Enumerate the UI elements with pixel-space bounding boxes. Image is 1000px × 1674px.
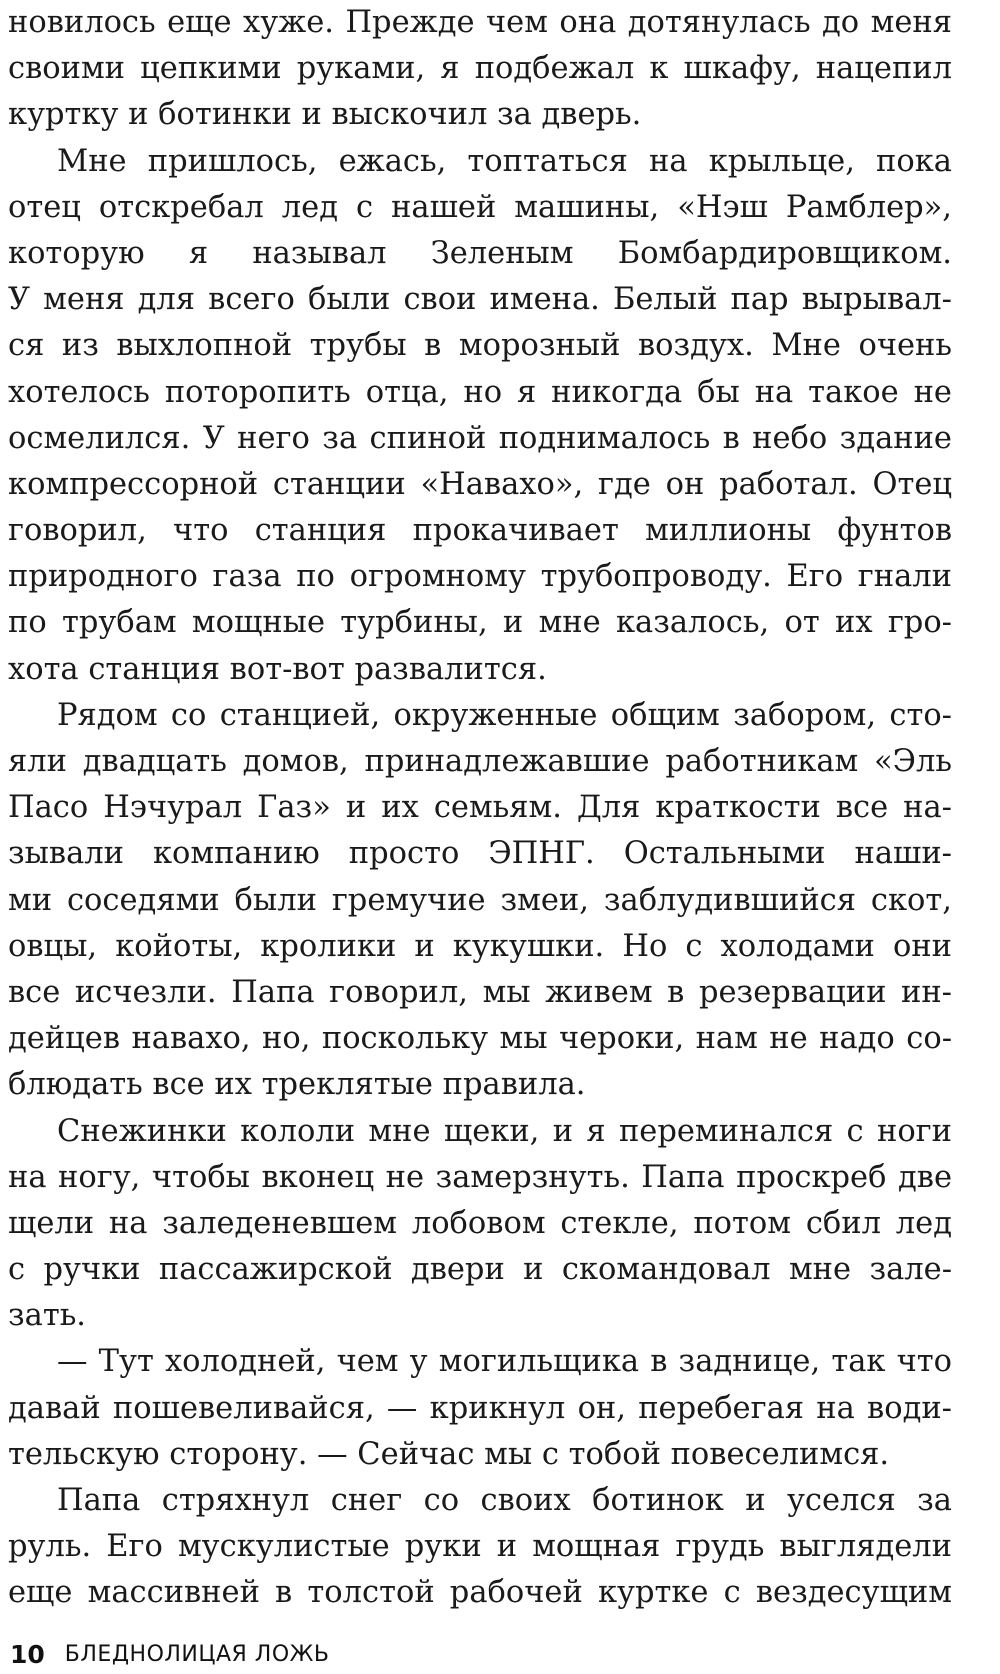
text-line: новилось еще хуже. Прежде чем она дотянулась до меня [8, 5, 952, 40]
text-line: давай пошевеливайся, — крикнул он, перебегая на води- [8, 1390, 952, 1426]
running-footer [10, 1639, 329, 1669]
text-line: все исчезли. Папа говорил, мы живем в резервации ин- [8, 974, 952, 1010]
text-line: которую я называл Зеленым Бомбардировщиком. [8, 235, 952, 271]
text-line: Снежинки кололи мне щеки, и я переминался с ноги [57, 1113, 952, 1149]
page-number: 10 [10, 1639, 45, 1669]
body-text [8, 0, 952, 1617]
text-line: Пасо Нэчурал Газ» и их семьям. Для краткости все на- [8, 790, 952, 826]
text-line: овцы, койоты, кролики и кукушки. Но с холодами они [8, 928, 952, 964]
text-line: отец отскребал лед с нашей машины, «Нэш Рамблер», [8, 189, 952, 225]
text-line: с ручки пассажирской двери и скомандовал мне зале- [8, 1252, 952, 1288]
text-line: Мне пришлось, ежась, топтаться на крыльце, пока [57, 143, 952, 179]
text-line: блюдать все их треклятые правила. [8, 1067, 586, 1103]
text-line: Папа стряхнул снег со своих ботинок и уселся за [57, 1483, 952, 1518]
text-line: на ногу, чтобы вконец не замерзнуть. Папа проскреб две [8, 1159, 952, 1195]
text-line: своими цепкими руками, я подбежал к шкафу, нацепил [8, 51, 952, 87]
text-line: дейцев навахо, но, поскольку мы чероки, нам не надо со- [8, 1021, 952, 1057]
text-line: ми соседями были гремучие змеи, заблудившийся скот, [8, 882, 952, 918]
text-line: по трубам мощные турбины, и мне казалось, от их гро- [8, 605, 952, 641]
text-line: Рядом со станцией, окруженные общим забором, сто- [57, 697, 952, 733]
text-line: — Тут холодней, чем у могильщика в заднице, так что [57, 1344, 952, 1380]
text-line: руль. Его мускулистые руки и мощная грудь выглядели [8, 1529, 952, 1565]
text-line: хотелось поторопить отца, но я никогда бы на такое не [8, 374, 952, 410]
text-line: природного газа по огромному трубопроводу. Его гнали [8, 559, 952, 595]
text-line: щели на заледеневшем лобовом стекле, потом сбил лед [8, 1205, 952, 1241]
text-line: еще массивней в толстой рабочей куртке с вездесущим [8, 1575, 952, 1611]
text-line: тельскую сторону. — Сейчас мы с тобой повеселимся. [8, 1436, 890, 1472]
text-line: куртку и ботинки и выскочил за дверь. [8, 97, 642, 133]
text-line: компрессорной станции «Навахо», где он работал. Отец [8, 466, 952, 502]
text-line: зать. [8, 1298, 86, 1334]
text-line: зывали компанию просто ЭПНГ. Остальными наши- [8, 836, 952, 872]
running-title: БЛЕДНОЛИЦАЯ ЛОЖЬ [64, 1641, 330, 1667]
text-line: яли двадцать домов, принадлежавшие работникам «Эль [8, 744, 952, 779]
text-line: хота станция вот-вот развалится. [8, 651, 547, 687]
text-line: говорил, что станция прокачивает миллионы фунтов [8, 513, 952, 549]
text-line: У меня для всего были свои имена. Белый пар вырывал- [8, 282, 952, 318]
text-line: осмелился. У него за спиной поднималось в небо здание [8, 420, 952, 456]
text-line: ся из выхлопной трубы в морозный воздух. Мне очень [8, 328, 952, 364]
